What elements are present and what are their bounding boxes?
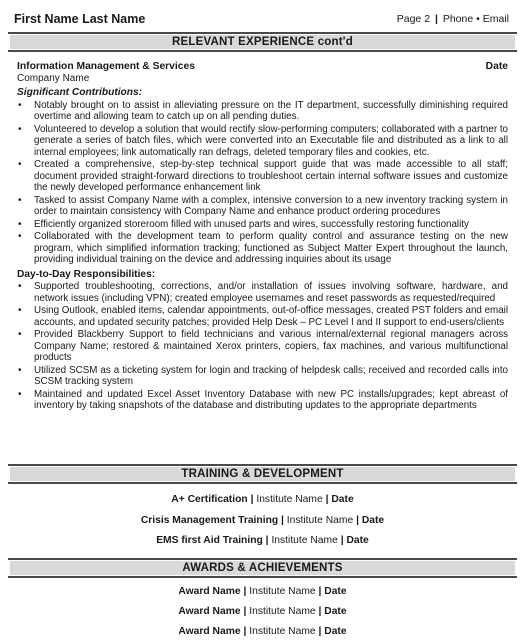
contributions-list	[17, 100, 508, 266]
training-entry	[0, 494, 525, 505]
award-date: Date	[324, 626, 347, 637]
divider: |	[243, 626, 247, 637]
contact-line	[397, 13, 509, 25]
list-item-text: Utilized SCSM as a ticketing system for login and tracking of helpdesk calls; received and recorded calls into SCSM tracking system	[34, 364, 508, 387]
company-name: Company Name	[17, 72, 90, 84]
list-item	[17, 159, 508, 194]
list-item-text: Notably brought on to assist in alleviating pressure on the IT department, successfully diminishing required overtime and allowing team to catch up on all pending duties.	[34, 99, 508, 122]
award-name: Award Name	[178, 586, 241, 597]
bullet-icon: •	[18, 364, 22, 376]
section-title-training: TRAINING & DEVELOPMENT	[10, 467, 515, 481]
list-item-text: Supported troubleshooting, corrections, and/or installation of issues involving software, hardware, and network issues (including VPN); created employee usernames and reset passwords as requested/required	[34, 281, 508, 304]
list-item	[17, 281, 508, 304]
phone: Phone	[442, 13, 474, 25]
list-item-text: Provided Blackberry Support to field technicians and various internal/external regional managers across Company Name; restored & maintained Xerox printers, copiers, fax machines, and various multifunctional products	[34, 329, 508, 363]
divider: |	[250, 494, 254, 505]
divider: |	[281, 515, 284, 526]
bullet-icon: •	[18, 123, 22, 135]
divider: |	[318, 606, 322, 617]
page-header	[10, 12, 513, 32]
list-item	[17, 389, 508, 412]
list-item-text: Efficiently organized storeroom filled with unused parts and wires, successfully restoring functionality	[34, 218, 469, 230]
list-item-text: Volunteered to develop a solution that would rectify slow-performing computers; collaborated with a partner to generate a series of batch files, which were converted into an Executable file and distributed as a link to all internal employees; link automatically ran defrags, deleted temporary files and cookies, etc.	[34, 123, 508, 158]
email: Email	[482, 13, 509, 25]
list-item	[17, 100, 508, 123]
bullet-icon: •	[18, 159, 22, 170]
divider: |	[434, 13, 438, 25]
divider: |	[318, 626, 322, 637]
bullet-icon: •	[18, 231, 22, 242]
list-item-text: Maintained and updated Excel Asset Inventory Database with new PC installs/upgrades; kept abreast of inventory by taking snapshots of the database and distributing updates to the appropriate departments	[34, 388, 508, 411]
divider: |	[243, 586, 247, 597]
list-item-text: Using Outlook, enabled items, calendar appointments, out-of-office messages, created PST folders and email accounts, and updated security patches; provided Help Desk – PC Level I and II support to end-users/clients	[34, 305, 508, 328]
divider: |	[265, 535, 269, 546]
bullet-icon: •	[18, 388, 22, 400]
list-item	[17, 219, 508, 231]
training-date: Date	[361, 515, 385, 526]
section-title-awards: AWARDS & ACHIEVEMENTS	[10, 561, 515, 575]
list-item	[17, 195, 508, 218]
award-date: Date	[324, 606, 347, 617]
page-number: Page 2	[396, 13, 431, 25]
list-item	[17, 365, 508, 388]
list-item	[17, 124, 508, 159]
award-entry	[0, 606, 525, 617]
award-entry	[0, 586, 525, 597]
bullet-icon: •	[18, 281, 22, 292]
training-name: EMS first Aid Training	[156, 535, 263, 546]
list-item	[17, 305, 508, 328]
training-name: Crisis Management Training	[140, 515, 279, 526]
job-title: Information Management & Services	[17, 61, 195, 72]
divider: |	[340, 535, 344, 546]
section-bar-awards	[8, 558, 517, 578]
list-item-text: Tasked to assist Company Name with a complex, intensive conversion to a new inventory tracking system in order to maintain consistency with Company Name and enhance product ordering procedures	[34, 194, 508, 217]
training-name: A+ Certification	[171, 494, 248, 505]
responsibilities-list	[17, 281, 508, 412]
institute-name: Institute Name	[286, 515, 354, 526]
divider: |	[325, 494, 329, 505]
bullet-icon: •	[18, 305, 22, 316]
award-date: Date	[324, 586, 347, 597]
bullet-icon: •	[18, 194, 22, 206]
contributions-heading: Significant Contributions:	[17, 87, 143, 98]
award-entry	[0, 626, 525, 637]
institute-name: Institute Name	[249, 606, 316, 617]
bullet-icon: •	[18, 99, 22, 111]
job-date: Date	[485, 61, 508, 72]
bullet-icon: •	[18, 329, 22, 340]
divider: |	[318, 586, 322, 597]
institute-name: Institute Name	[256, 494, 323, 505]
training-date: Date	[346, 535, 369, 546]
bullet-icon: •	[18, 218, 22, 230]
institute-name: Institute Name	[249, 626, 316, 637]
institute-name: Institute Name	[249, 586, 316, 597]
list-item-text: Created a comprehensive, step-by-step technical support guide that was made accessible to all staff; document provided straight-forward directions to troubleshoot certain internal software issues and customize the newly developed performance enhancement link	[34, 159, 508, 193]
responsibilities-heading: Day-to-Day Responsibilities:	[17, 268, 156, 280]
section-bar-training	[8, 464, 517, 484]
list-item	[17, 231, 508, 266]
section-bar-experience	[8, 32, 517, 52]
divider: |	[356, 515, 359, 526]
list-item	[17, 329, 508, 364]
list-item-text: Collaborated with the development team to perform quality control and assurance testing on the new program, which simplified information tracking; functioned as Subject Matter Expert throughout the launch, providing individual training on the device and addressing inquiries about its usage	[34, 231, 508, 265]
training-date: Date	[331, 494, 354, 505]
bullet-separator: •	[476, 13, 480, 25]
section-title-experience: RELEVANT EXPERIENCE cont'd	[10, 35, 515, 49]
award-name: Award Name	[178, 606, 241, 617]
institute-name: Institute Name	[271, 535, 338, 546]
job-entry	[17, 61, 508, 413]
candidate-name: First Name Last Name	[14, 12, 146, 26]
training-entry	[0, 535, 525, 546]
training-entry	[0, 515, 525, 526]
award-name: Award Name	[178, 626, 241, 637]
divider: |	[243, 606, 247, 617]
